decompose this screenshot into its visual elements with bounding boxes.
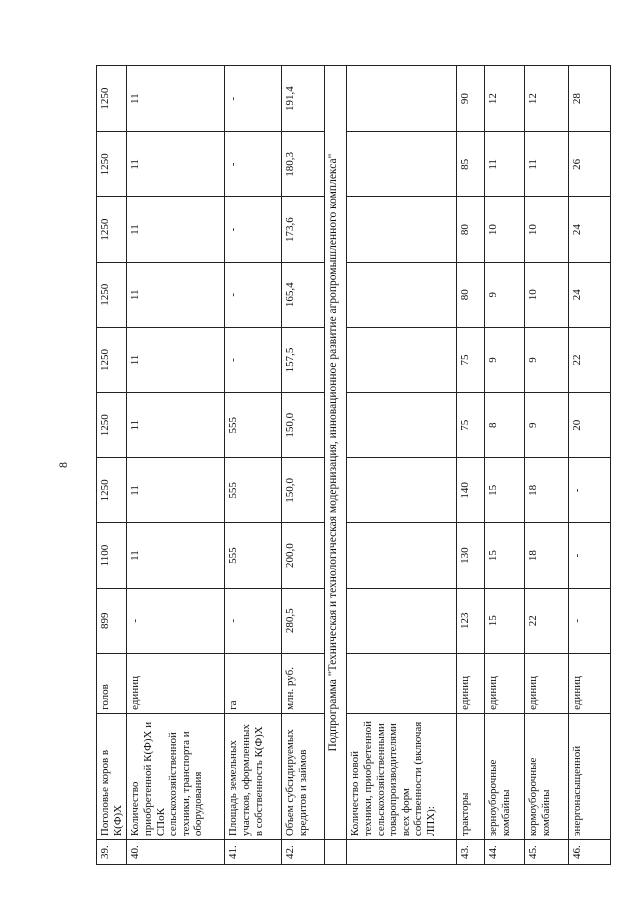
value-cell: - xyxy=(225,327,282,392)
value-cell xyxy=(347,132,457,197)
value-cell: 18 xyxy=(525,458,569,523)
value-cell: - xyxy=(225,588,282,653)
value-cell: - xyxy=(225,197,282,262)
value-cell: 280,5 xyxy=(282,588,325,653)
subprogram-title: Подпрограмма "Техническая и технологическая модернизация, инновационное развитие агропромышленного комплекса" xyxy=(325,66,347,840)
unit-cell: единиц xyxy=(457,653,485,713)
value-cell: 173,6 xyxy=(282,197,325,262)
value-cell: 11 xyxy=(485,132,525,197)
row-number: 42. xyxy=(282,840,325,865)
row-number: 40. xyxy=(127,840,225,865)
value-cell: 9 xyxy=(525,327,569,392)
value-cell: 18 xyxy=(525,523,569,588)
value-cell: 11 xyxy=(127,393,225,458)
value-cell: 11 xyxy=(127,523,225,588)
value-cell: 75 xyxy=(457,327,485,392)
value-cell xyxy=(347,523,457,588)
value-cell: 10 xyxy=(485,197,525,262)
table-row xyxy=(525,66,569,865)
unit-cell: голов xyxy=(97,653,127,713)
indicator-name: Количество приобретенной К(Ф)Х и СПоК сельскохозяйственной техники, транспорта и оборудования xyxy=(127,713,225,839)
value-cell: 11 xyxy=(127,197,225,262)
value-cell: 85 xyxy=(457,132,485,197)
value-cell: 180,3 xyxy=(282,132,325,197)
value-cell: 191,4 xyxy=(282,66,325,132)
table-row xyxy=(457,66,485,865)
value-cell: 1100 xyxy=(97,523,127,588)
value-cell: 200,0 xyxy=(282,523,325,588)
value-cell xyxy=(347,327,457,392)
value-cell: 28 xyxy=(569,66,611,132)
value-cell: 130 xyxy=(457,523,485,588)
value-cell xyxy=(347,458,457,523)
value-cell: - xyxy=(569,588,611,653)
value-cell: - xyxy=(225,132,282,197)
value-cell: 15 xyxy=(485,523,525,588)
value-cell: 9 xyxy=(525,393,569,458)
indicator-name: Объем субсидируемых кредитов и займов xyxy=(282,713,325,839)
table-row xyxy=(127,66,225,865)
value-cell: 1250 xyxy=(97,66,127,132)
table-row xyxy=(569,66,611,865)
value-cell: 165,4 xyxy=(282,262,325,327)
value-cell: 11 xyxy=(127,327,225,392)
indicator-name: энергонасыщенной xyxy=(569,713,611,839)
value-cell: 123 xyxy=(457,588,485,653)
value-cell: 150,0 xyxy=(282,458,325,523)
unit-cell: единиц xyxy=(525,653,569,713)
value-cell: 1250 xyxy=(97,132,127,197)
value-cell: 24 xyxy=(569,262,611,327)
row-number: 41. xyxy=(225,840,282,865)
value-cell xyxy=(347,197,457,262)
indicator-table-sheet xyxy=(96,65,602,865)
value-cell: 11 xyxy=(127,66,225,132)
value-cell: 140 xyxy=(457,458,485,523)
subprogram-number-cell xyxy=(325,840,347,865)
value-cell: 22 xyxy=(525,588,569,653)
value-cell: 8 xyxy=(485,393,525,458)
table-row xyxy=(485,66,525,865)
value-cell: 1250 xyxy=(97,197,127,262)
group-row xyxy=(347,66,457,865)
row-number: 43. xyxy=(457,840,485,865)
value-cell: 150,0 xyxy=(282,393,325,458)
value-cell: 11 xyxy=(127,458,225,523)
unit-cell: га xyxy=(225,653,282,713)
value-cell: - xyxy=(225,66,282,132)
indicator-name: тракторы xyxy=(457,713,485,839)
table-row xyxy=(225,66,282,865)
value-cell: 555 xyxy=(225,523,282,588)
value-cell: 10 xyxy=(525,262,569,327)
row-number: 39. xyxy=(97,840,127,865)
subprogram-row xyxy=(325,66,347,865)
value-cell: 12 xyxy=(485,66,525,132)
value-cell: 1250 xyxy=(97,262,127,327)
indicator-name: Площадь земельных участков, оформленных в собственность К(Ф)Х xyxy=(225,713,282,839)
value-cell: 20 xyxy=(569,393,611,458)
unit-cell: единиц xyxy=(127,653,225,713)
value-cell: - xyxy=(225,262,282,327)
value-cell: 899 xyxy=(97,588,127,653)
row-number: 44. xyxy=(485,840,525,865)
value-cell: 26 xyxy=(569,132,611,197)
group-label: Количество новой техники, приобретенной сельскохозяйственными товаропроизводителями всех форм собственности (включая ЛПХ): xyxy=(347,713,457,839)
value-cell: 80 xyxy=(457,197,485,262)
value-cell xyxy=(347,66,457,132)
unit-cell xyxy=(347,653,457,713)
unit-cell: единиц xyxy=(569,653,611,713)
value-cell: 1250 xyxy=(97,393,127,458)
table-row xyxy=(97,66,127,865)
indicator-table xyxy=(96,65,611,865)
value-cell: 15 xyxy=(485,588,525,653)
value-cell: 80 xyxy=(457,262,485,327)
value-cell: 12 xyxy=(525,66,569,132)
value-cell xyxy=(347,262,457,327)
value-cell: 9 xyxy=(485,327,525,392)
indicator-name: кормоуборочные комбайны xyxy=(525,713,569,839)
value-cell: 11 xyxy=(127,132,225,197)
value-cell: 22 xyxy=(569,327,611,392)
value-cell: 10 xyxy=(525,197,569,262)
indicator-name: зерноуборочные комбайны xyxy=(485,713,525,839)
value-cell: 555 xyxy=(225,393,282,458)
indicator-name: Поголовье коров в К(Ф)Х xyxy=(97,713,127,839)
value-cell: 11 xyxy=(525,132,569,197)
page-number: 8 xyxy=(56,462,70,468)
value-cell: 555 xyxy=(225,458,282,523)
value-cell: - xyxy=(127,588,225,653)
unit-cell: единиц xyxy=(485,653,525,713)
value-cell: - xyxy=(569,458,611,523)
value-cell: 24 xyxy=(569,197,611,262)
value-cell: 15 xyxy=(485,458,525,523)
value-cell: 157,5 xyxy=(282,327,325,392)
value-cell: 1250 xyxy=(97,458,127,523)
value-cell: 90 xyxy=(457,66,485,132)
value-cell: 1250 xyxy=(97,327,127,392)
unit-cell: млн. руб. xyxy=(282,653,325,713)
value-cell: 75 xyxy=(457,393,485,458)
row-number: 45. xyxy=(525,840,569,865)
row-number xyxy=(347,840,457,865)
value-cell: 11 xyxy=(127,262,225,327)
value-cell xyxy=(347,588,457,653)
table-row xyxy=(282,66,325,865)
value-cell: - xyxy=(569,523,611,588)
value-cell: 9 xyxy=(485,262,525,327)
row-number: 46. xyxy=(569,840,611,865)
value-cell xyxy=(347,393,457,458)
